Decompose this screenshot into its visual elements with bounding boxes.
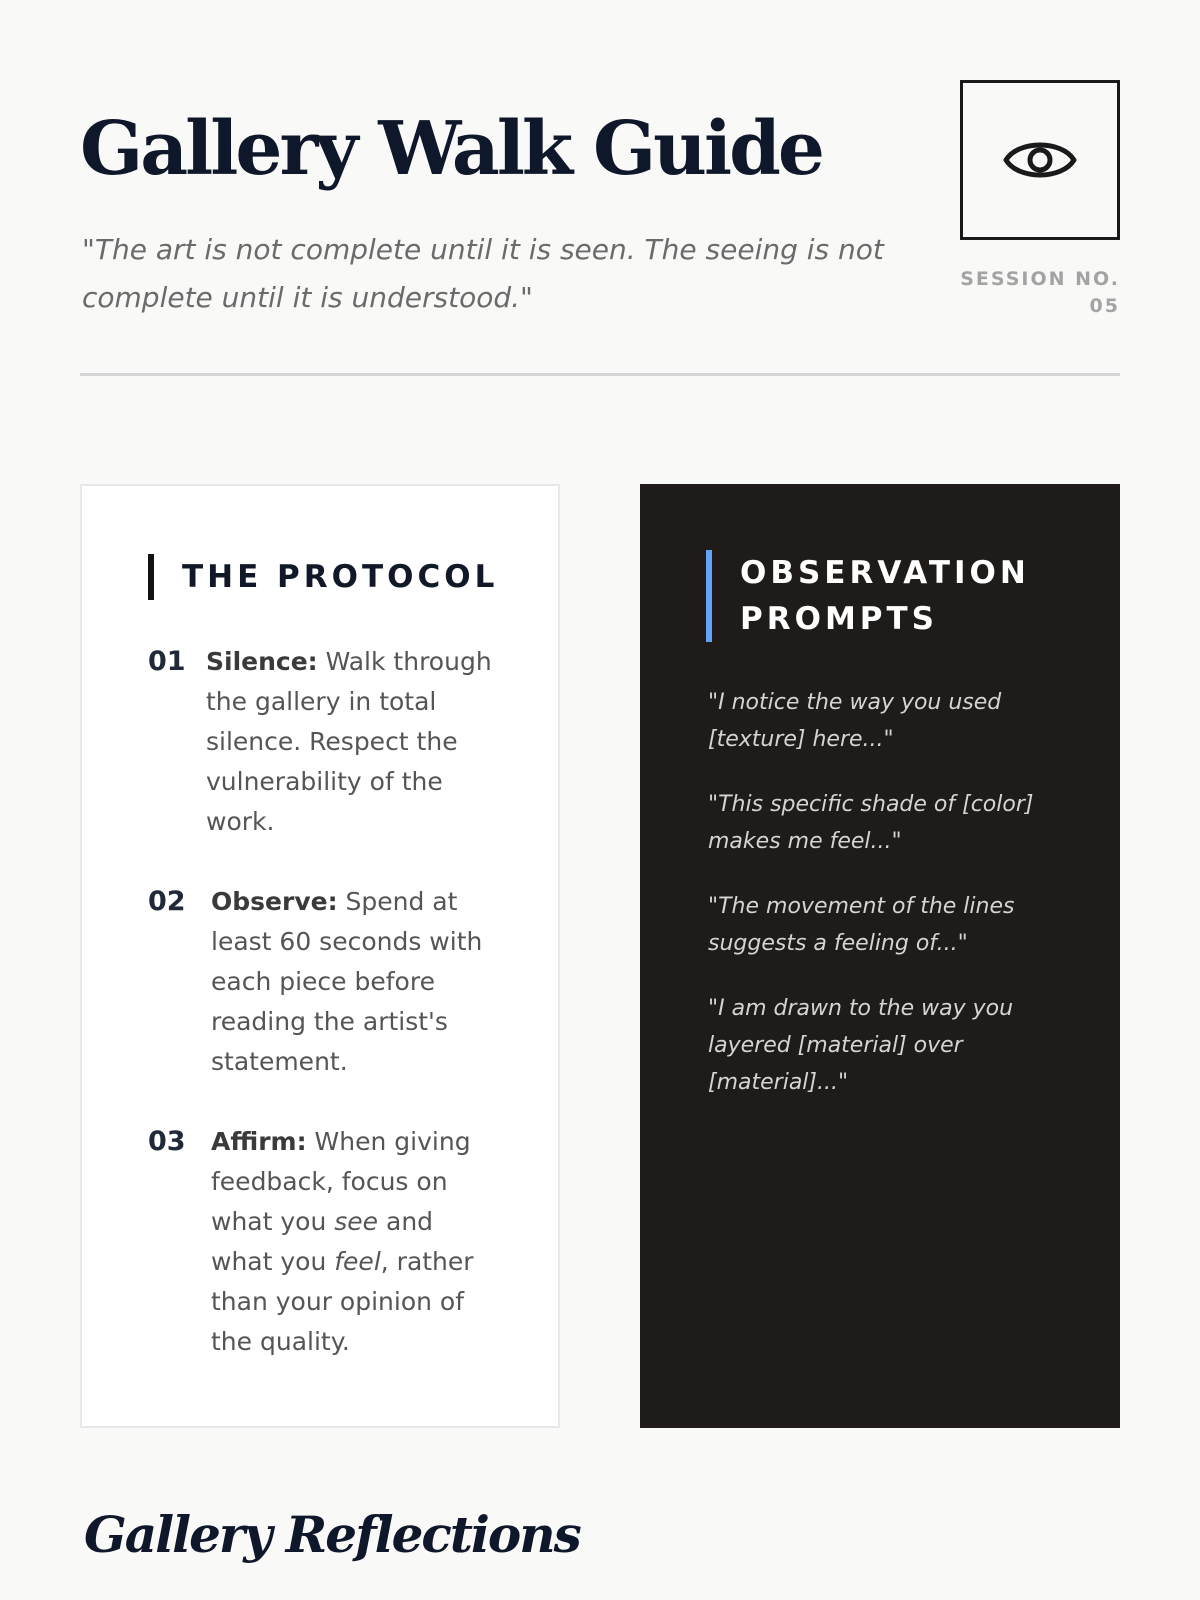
step-emphasis: feel: [334, 1247, 381, 1276]
step-label: Observe:: [211, 887, 338, 916]
prompt-item: "I notice the way you used [texture] here...": [708, 690, 1002, 752]
protocol-title: THE PROTOCOL: [182, 559, 499, 595]
protocol-heading: [148, 554, 498, 600]
protocol-card: [80, 484, 560, 1428]
prompt-list: [708, 684, 1068, 1129]
prompts-title: OBSERVATION PROMPTS: [740, 555, 1030, 637]
eye-icon-box: [960, 80, 1120, 240]
step-label: Silence:: [206, 647, 318, 676]
step-body: When giving feedback, focus on what you: [211, 1127, 471, 1236]
step-body: and what you: [211, 1207, 434, 1276]
reflections-heading: Gallery Reflections: [84, 1505, 580, 1564]
step-text: [211, 882, 501, 1082]
prompt-item: "This specific shade of [color] makes me feel...": [708, 792, 1034, 854]
protocol-step: [148, 882, 501, 1082]
prompts-card: [640, 484, 1120, 1428]
step-number: 01: [148, 646, 186, 677]
prompt-item: "I am drawn to the way you layered [material] over [material]...": [708, 996, 1014, 1095]
protocol-step: [148, 1122, 501, 1362]
session-number: 05: [1089, 295, 1120, 317]
session-badge: [900, 266, 1120, 320]
step-number: 03: [148, 1126, 186, 1157]
session-label: SESSION NO.: [960, 268, 1120, 290]
step-body: , rather than your opinion of the quality.: [211, 1247, 474, 1356]
header-divider: [80, 373, 1120, 376]
step-body: Walk through the gallery in total silence. Respect the vulnerability of the work.: [206, 647, 492, 836]
header-quote: "The art is not complete until it is seen. The seeing is not complete until it is understood.": [82, 233, 884, 314]
protocol-step: [148, 642, 496, 842]
step-emphasis: see: [334, 1207, 379, 1236]
eye-icon: [1002, 134, 1078, 186]
step-number: 02: [148, 886, 186, 917]
prompts-heading: [706, 550, 1052, 642]
step-text: [206, 642, 496, 842]
page-title: Gallery Walk Guide: [80, 106, 822, 192]
prompt-item: "The movement of the lines suggests a feeling of...": [708, 894, 1015, 956]
step-body: Spend at least 60 seconds with each piece before reading the artist's statement.: [211, 887, 483, 1076]
step-label: Affirm:: [211, 1127, 307, 1156]
step-text: [211, 1122, 501, 1362]
